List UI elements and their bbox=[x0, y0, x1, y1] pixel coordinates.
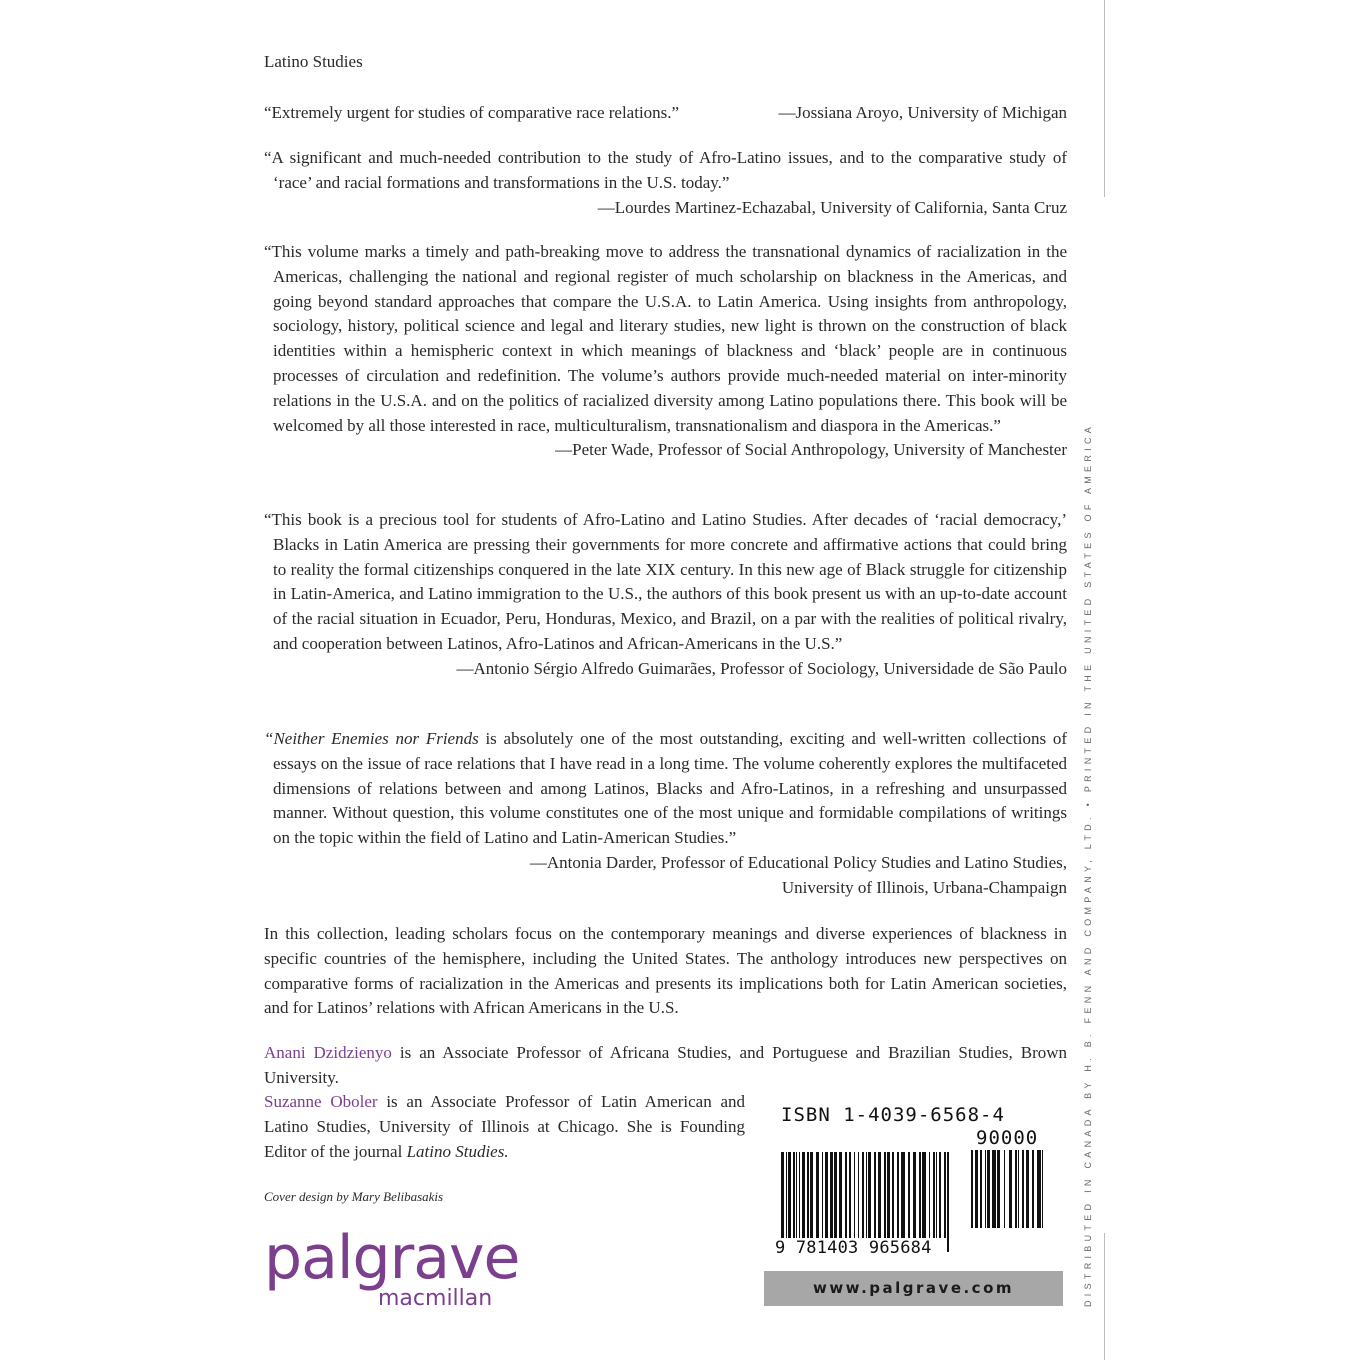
quote-2 bbox=[264, 146, 1067, 220]
barcode-bar bbox=[944, 1152, 946, 1238]
barcode-bar bbox=[919, 1152, 921, 1238]
author-1-bio-text: is an Associate Professor of Africana Studies, and Portuguese and Brazilian Studies, Brown University. bbox=[264, 1043, 1068, 1087]
barcode-bar bbox=[933, 1152, 935, 1238]
spine-imprint-text: DISTRIBUTED IN CANADA BY H. B. FENN AND COMPANY, LTD. • PRINTED IN THE UNITED STATES OF AMERICA bbox=[1083, 422, 1093, 1307]
barcode-bar bbox=[1022, 1150, 1024, 1228]
barcode-bar bbox=[1037, 1150, 1041, 1228]
isbn-label: ISBN 1-4039-6568-4 bbox=[781, 1104, 1005, 1126]
barcode-bar bbox=[913, 1152, 916, 1238]
barcode-bar bbox=[1026, 1150, 1029, 1228]
quote-5-text bbox=[264, 727, 1067, 851]
ean-digits: 9 781403 965684 bbox=[775, 1238, 932, 1258]
barcode-bar bbox=[1015, 1150, 1017, 1228]
barcode-bar bbox=[892, 1152, 894, 1238]
quote-5-attribution-line-2: University of Illinois, Urbana-Champaign bbox=[781, 877, 1067, 897]
barcode-bar bbox=[858, 1152, 859, 1238]
spine-rule-top bbox=[1104, 0, 1105, 197]
barcode-bar bbox=[781, 1152, 784, 1252]
quote-5-book-title: “Neither Enemies nor Friends bbox=[264, 729, 479, 748]
quote-2-attribution: —Lourdes Martinez-Echazabal, University of California, Santa Cruz bbox=[597, 197, 1067, 217]
price-code: 90000 bbox=[976, 1127, 1039, 1149]
quote-4 bbox=[264, 508, 1067, 682]
barcode-bar bbox=[908, 1152, 910, 1238]
barcode-bar bbox=[922, 1152, 926, 1238]
barcode-bar bbox=[874, 1152, 876, 1238]
barcode-bar bbox=[786, 1152, 787, 1238]
barcode-bar bbox=[854, 1152, 855, 1238]
book-description: In this collection, leading scholars focus on the contemporary meanings and diverse experiences of blackness in specific countries of the hemisphere, including the United States. The anthology introduces new perspectives on comparative forms of racialization in the Americas and presents its implications both for Latin American societies, and for Latinos’ relations with African Americans in the U.S. bbox=[264, 924, 1067, 1018]
barcode-bar bbox=[834, 1152, 837, 1238]
barcode-bar bbox=[1032, 1150, 1034, 1228]
barcode-bar bbox=[788, 1152, 791, 1238]
barcode-bar bbox=[799, 1152, 800, 1238]
quote-3-text: “This volume marks a timely and path-breaking move to address the transnational dynamics of racialization in the Americas, challenging the national and regional register of much scholarship on blackness in the Americas, and going beyond standard approaches that compare the U.S.A. to Latin America. Using insights from anthropology, sociology, history, political science and legal and literary studies, new light is thrown on the construction of black identities within a hemispheric context in which meanings of blackness and ‘black’ people are in continuous processes of circulation and redefinition. The volume’s authors provide much-needed material on inter-minority relations in the U.S.A. and on the politics of racialized diversity among Latino populations there. This book will be welcomed by all those interested in race, multiculturalism, transnationalism and diaspora in the Americas.” bbox=[264, 242, 1067, 435]
barcode-bar bbox=[793, 1152, 795, 1238]
barcode-bar bbox=[830, 1152, 833, 1238]
barcode-bar bbox=[987, 1150, 990, 1228]
barcode-bar bbox=[985, 1150, 986, 1228]
barcode-bar bbox=[816, 1152, 819, 1238]
barcode-bar bbox=[971, 1150, 973, 1228]
quote-4-attribution: —Antonio Sérgio Alfredo Guimarães, Professor of Sociology, Universidade de São Paulo bbox=[456, 658, 1067, 678]
barcode-bar bbox=[839, 1152, 842, 1238]
barcode-bar bbox=[980, 1150, 982, 1228]
barcode-bar bbox=[939, 1152, 941, 1238]
quote-5 bbox=[264, 727, 1067, 901]
barcode-bar bbox=[947, 1152, 949, 1252]
barcode-bar bbox=[887, 1152, 890, 1238]
barcode-bar bbox=[1009, 1150, 1012, 1228]
barcode-bar bbox=[1018, 1150, 1019, 1228]
author-1-name: Anani Dzidzienyo bbox=[264, 1043, 392, 1062]
spine-rule-bottom bbox=[1104, 1233, 1105, 1360]
barcode-bar bbox=[866, 1152, 867, 1252]
quote-2-text: “A significant and much-needed contribution to the study of Afro-Latino issues, and to the comparative study of ‘race’ and racial formations and transformations in the U.S. today.” bbox=[264, 148, 1067, 192]
author-2-name: Suzanne Oboler bbox=[264, 1092, 378, 1111]
barcode-bar bbox=[929, 1152, 930, 1238]
barcode-bar bbox=[796, 1152, 797, 1238]
barcode-bar bbox=[862, 1152, 864, 1238]
barcode-bar bbox=[1004, 1150, 1005, 1228]
barcode-bar bbox=[849, 1152, 851, 1238]
barcode-bar bbox=[884, 1152, 886, 1238]
cover-credit: Cover design by Mary Belibasakis bbox=[264, 1189, 444, 1204]
author-2-bio bbox=[264, 1090, 745, 1164]
barcode-bar bbox=[807, 1152, 809, 1238]
author-1-bio bbox=[264, 1041, 1067, 1091]
author-2-bio-text: is an Associate Professor of Latin American and Latino Studies, University of Illinois at Chicago. She is Founding Editor of the journal bbox=[264, 1092, 745, 1161]
barcode-bar bbox=[997, 1150, 1000, 1228]
barcode-bar bbox=[802, 1152, 805, 1238]
quote-5-attribution-line-1: —Antonia Darder, Professor of Educational Policy Studies and Latino Studies, bbox=[529, 852, 1067, 872]
publisher-logo-name: palgrave bbox=[264, 1223, 520, 1293]
ean-barcode bbox=[781, 1152, 949, 1252]
barcode-bar bbox=[897, 1152, 899, 1238]
barcode-bar bbox=[822, 1152, 823, 1238]
quote-3-attribution: —Peter Wade, Professor of Social Anthropology, University of Manchester bbox=[555, 440, 1067, 460]
barcode-bar bbox=[1042, 1150, 1043, 1228]
publisher-website: www.palgrave.com bbox=[764, 1271, 1063, 1306]
barcode-bar bbox=[845, 1152, 847, 1238]
publisher-logo-imprint: macmillan bbox=[378, 1286, 493, 1311]
barcode-bar bbox=[901, 1152, 905, 1238]
quote-1-attribution: —Jossiana Aroyo, University of Michigan bbox=[778, 103, 1067, 122]
quote-1-text: “Extremely urgent for studies of comparative race relations.” bbox=[264, 103, 680, 122]
barcode-bar bbox=[878, 1152, 881, 1238]
quote-5-body: is absolutely one of the most outstanding, exciting and well-written collections of essays on the issue of race relations that I have read in a long time. The volume coherently explores the multifaceted dimensions of relations between and among Latinos, Blacks and Afro-Latinos, in a refreshing and unsurpassed manner. Without question, this volume constitutes one of the most unique and formidable compilations of writings on the topic within the field of Latino and Latin-American Studies.” bbox=[273, 729, 1067, 848]
author-2-journal: Latino Studies. bbox=[406, 1141, 509, 1161]
quote-3 bbox=[264, 240, 1067, 463]
quote-1 bbox=[264, 101, 1067, 126]
barcode-bar bbox=[992, 1150, 996, 1228]
barcode-bar bbox=[936, 1152, 937, 1238]
quote-4-text: “This book is a precious tool for students of Afro-Latino and Latino Studies. After decades of ‘racial democracy,’ Blacks in Latin America are pressing their governments for more concrete and affirmative actions that could bring to reality the formal citizenships conquered in the late XIX century. In this new age of Black struggle for citizenship in Latin-America, and Latino immigration to the U.S., the authors of this book present us with an up-to-date account of the racial situation in Ecuador, Peru, Honduras, Mexico, and Brazil, on a par with the realities of political rivalry, and cooperation between Latinos, Afro-Latinos and African-Americans in the U.S.” bbox=[264, 510, 1067, 653]
barcode-bar bbox=[868, 1152, 871, 1238]
series-title: Latino Studies bbox=[264, 52, 363, 71]
price-addon-barcode bbox=[971, 1150, 1045, 1242]
barcode-bar bbox=[825, 1152, 828, 1238]
barcode-bar bbox=[975, 1150, 978, 1228]
barcode-bar bbox=[810, 1152, 813, 1238]
publisher-logo bbox=[264, 1223, 520, 1311]
